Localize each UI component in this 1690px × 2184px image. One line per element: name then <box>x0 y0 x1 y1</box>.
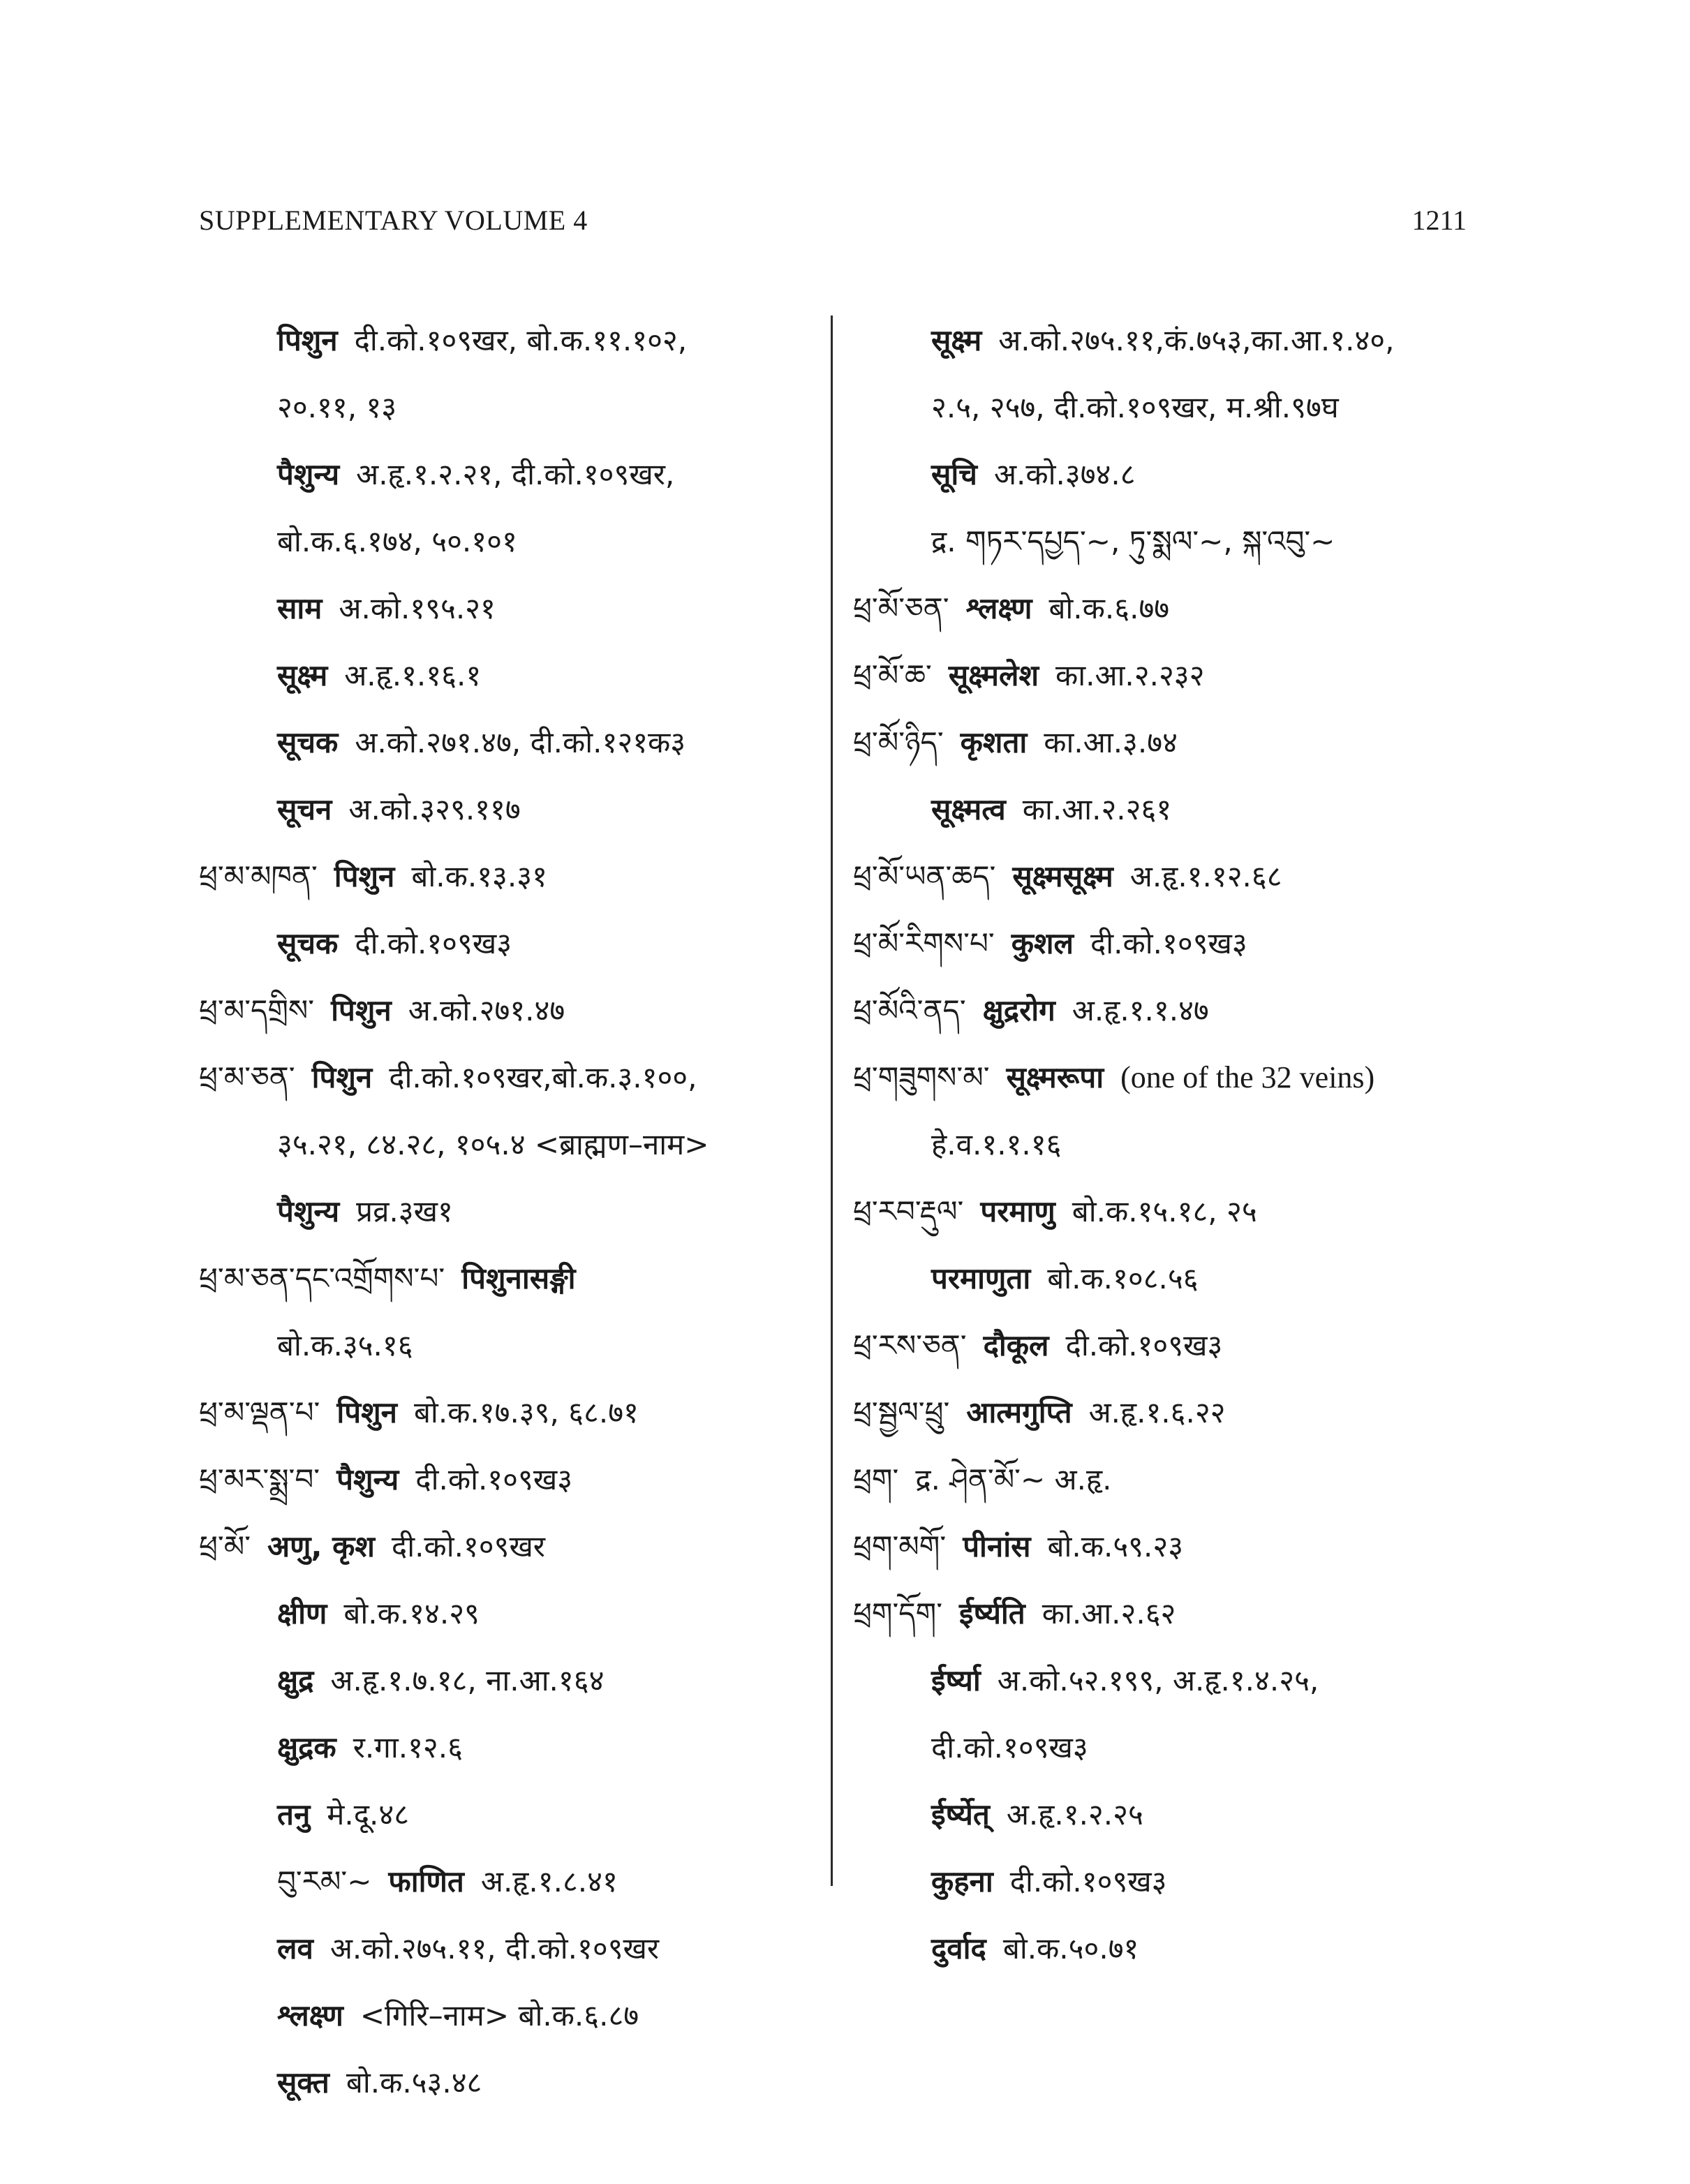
sanskrit-headword: सूक्ष्म <box>277 658 328 692</box>
sanskrit-headword: श्लक्ष्ण <box>277 1998 343 2033</box>
sanskrit-headword: क्षुद्रक <box>277 1730 336 1765</box>
dictionary-line <box>853 1580 1502 1647</box>
dictionary-line <box>199 1312 827 1379</box>
dictionary-line <box>853 1446 1502 1513</box>
dictionary-line <box>853 776 1502 843</box>
reference: बो.क.५०.७१ <box>1002 1931 1139 1966</box>
dictionary-line <box>199 843 827 910</box>
reference: दी.को.१०९खर <box>391 1529 545 1563</box>
tibetan-term: ཕྲ་མོ་ <box>199 1529 251 1563</box>
reference: अ.हृ.१.१.४७ <box>1072 993 1209 1027</box>
sanskrit-headword: पिशुनासङ्गी <box>461 1261 576 1295</box>
dictionary-line <box>199 1848 827 1915</box>
reference: दी.को.१०९ख३ <box>931 1730 1088 1765</box>
sanskrit-headword: साम <box>277 591 323 625</box>
tibetan-term: ཕྲ་མོ་ཅན་ <box>853 591 949 625</box>
sanskrit-headword: परमाणु <box>980 1194 1055 1228</box>
dictionary-line <box>199 1781 827 1848</box>
reference: र.गा.१२.६ <box>353 1730 463 1765</box>
dictionary-line <box>199 1982 827 2049</box>
reference: अ.हृ.१.२.२५ <box>1006 1797 1143 1832</box>
dictionary-line <box>853 1245 1502 1312</box>
sanskrit-headword: सूक्ष्म <box>931 323 982 357</box>
sanskrit-headword: पीनांस <box>963 1529 1031 1563</box>
reference: अ.हृ.१.८.४१ <box>480 1864 618 1899</box>
reference: बो.क.३५.१६ <box>277 1328 413 1362</box>
reference: ३५.२१, ८४.२८, १०५.४ <ब्राह्मण–नाम> <box>277 1127 709 1161</box>
dictionary-line <box>199 1446 827 1513</box>
sanskrit-headword: अणु, कृश <box>267 1529 375 1563</box>
dictionary-line <box>199 1513 827 1580</box>
sanskrit-headword: क्षुद्र <box>277 1663 314 1698</box>
reference: अ.हृ.१.२.२१, दी.को.१०९खर, <box>356 457 675 491</box>
reference: अ.को.३७४.८ <box>993 457 1136 491</box>
tibetan-term: ཕྲག་དོག་ <box>853 1596 943 1630</box>
sanskrit-headword: पिशुन <box>277 323 338 357</box>
tibetan-term: ཕྲ་མ་ཅན་ <box>199 1060 295 1094</box>
reference: दी.को.१०९ख३ <box>355 926 512 960</box>
dictionary-line <box>199 1580 827 1647</box>
dictionary-line <box>853 1915 1502 1982</box>
dictionary-line <box>199 642 827 709</box>
tibetan-term: ཕྲ་རབ་རྡུལ་ <box>853 1194 964 1228</box>
english-gloss: (one of the 32 veins) <box>1120 1060 1375 1094</box>
reference: अ.हृ.१.६.२२ <box>1088 1395 1226 1429</box>
dictionary-line <box>853 575 1502 642</box>
dictionary-line <box>853 642 1502 709</box>
dictionary-line <box>199 2049 827 2116</box>
reference: दी.को.१०९ख३ <box>1090 926 1247 960</box>
dictionary-line <box>853 1781 1502 1848</box>
tibetan-term: ཕྲ་སྦྱལ་ཕྲུ་ <box>853 1395 950 1429</box>
reference: अ.हृ.१.१६.१ <box>344 658 482 692</box>
dictionary-line <box>199 441 827 508</box>
dictionary-line <box>853 1714 1502 1781</box>
dictionary-line <box>199 1111 827 1178</box>
sanskrit-headword: क्षुद्ररोग <box>982 993 1055 1027</box>
sanskrit-headword: सूचक <box>277 926 339 960</box>
reference: दी.को.१०९खर, बो.क.११.१०२, <box>354 323 688 357</box>
sanskrit-headword: कृशता <box>960 725 1028 759</box>
reference: अ.को.१९५.२१ <box>339 591 496 625</box>
dictionary-line <box>853 977 1502 1044</box>
reference: बो.क.१५.१८, २५ <box>1072 1194 1257 1228</box>
reference: मे.दू.४८ <box>327 1797 410 1832</box>
reference: बो.क.१७.३९, ६८.७१ <box>413 1395 639 1429</box>
sanskrit-headword: फाणित <box>388 1864 464 1899</box>
reference: बो.क.६.१७४, ५०.१०१ <box>277 524 517 558</box>
reference: दी.को.१०९ख३ <box>1065 1328 1223 1362</box>
dictionary-line <box>199 709 827 776</box>
dictionary-line <box>853 1111 1502 1178</box>
dictionary-line <box>199 1044 827 1111</box>
dictionary-line <box>853 1848 1502 1915</box>
dictionary-line <box>199 575 827 642</box>
dictionary-line <box>853 1312 1502 1379</box>
reference: द्र. ཤེན་མོ་~ अ.हृ. <box>915 1462 1112 1496</box>
reference: हे.व.१.१.१६ <box>931 1127 1062 1161</box>
reference: बो.क.१४.२९ <box>343 1596 480 1630</box>
reference: बो.क.१०८.५६ <box>1047 1261 1199 1295</box>
reference: अ.को.५२.१९९, अ.हृ.१.४.२५, <box>997 1663 1319 1698</box>
tibetan-term: ཕྲ་མོ་ཆ་ <box>853 658 932 692</box>
sanskrit-headword: लव <box>277 1931 313 1966</box>
dictionary-line <box>199 1178 827 1245</box>
sanskrit-headword: पैशुन्य <box>336 1462 399 1496</box>
reference: बो.क.१३.३१ <box>411 859 547 893</box>
tibetan-term: ཕྲ་གཟུགས་མ་ <box>853 1060 990 1094</box>
reference: प्रव्र.३ख१ <box>356 1194 453 1228</box>
reference: <गिरि–नाम> बो.क.६.८७ <box>360 1998 639 2033</box>
sanskrit-headword: ईर्ष्येत् <box>931 1797 990 1832</box>
dictionary-line <box>199 1915 827 1982</box>
sanskrit-headword: सूक्ष्मत्व <box>931 792 1006 826</box>
reference: अ.हृ.१.१२.६८ <box>1129 859 1282 893</box>
reference: का.आ.२.६२ <box>1042 1596 1176 1630</box>
reference: का.आ.३.७४ <box>1044 725 1178 759</box>
sanskrit-headword: ईर्ष्या <box>931 1663 981 1698</box>
sanskrit-headword: पिशुन <box>334 859 395 893</box>
column-divider <box>831 315 833 1886</box>
tibetan-term: ཕྲ་མོ་ཡན་ཆད་ <box>853 859 996 893</box>
reference: बो.क.५९.२३ <box>1047 1529 1184 1563</box>
dictionary-line <box>853 307 1502 374</box>
sanskrit-headword: सूक्त <box>277 2065 329 2100</box>
sanskrit-headword: सूक्ष्मसूक्ष्म <box>1012 859 1113 893</box>
dictionary-line <box>853 1178 1502 1245</box>
sanskrit-headword: श्लक्ष्ण <box>965 591 1032 625</box>
sanskrit-headword: ईर्ष्यति <box>959 1596 1025 1630</box>
reference: दी.को.१०९ख३ <box>415 1462 573 1496</box>
dictionary-line <box>853 910 1502 977</box>
reference: अ.को.२७५.११,कं.७५३,का.आ.१.४०, <box>998 323 1395 357</box>
dictionary-line <box>199 1714 827 1781</box>
dictionary-line <box>199 977 827 1044</box>
reference: अ.को.२७५.११, दी.को.१०९खर <box>329 1931 660 1966</box>
sanskrit-headword: आत्मगुप्ति <box>966 1395 1072 1429</box>
tibetan-term: ཕྲ་མོ་ཉིད་ <box>853 725 944 759</box>
sanskrit-headword: पैशुन्य <box>277 1194 340 1228</box>
dictionary-line <box>199 776 827 843</box>
dictionary-line <box>853 1647 1502 1714</box>
page-number: 1211 <box>1411 205 1467 236</box>
reference: का.आ.२.२३२ <box>1055 658 1205 692</box>
reference: द्र. གཏར་དཔྱད་~, ཏུ་སྨལ་~, སྐ་འབུ་~ <box>931 524 1335 558</box>
tibetan-term: བུ་རམ་~ <box>277 1864 372 1899</box>
dictionary-line <box>853 508 1502 575</box>
reference: अ.को.२७१.४७ <box>408 993 565 1027</box>
dictionary-line <box>853 1044 1502 1111</box>
tibetan-term: ཕྲག་མགོ་ <box>853 1529 947 1563</box>
sanskrit-headword: पैशुन्य <box>277 457 340 491</box>
sanskrit-headword: सूक्ष्मरूपा <box>1006 1060 1104 1094</box>
sanskrit-headword: दौकूल <box>983 1328 1049 1362</box>
sanskrit-headword: क्षीण <box>277 1596 327 1630</box>
tibetan-term: ཕྲ་མར་སྨྲ་བ་ <box>199 1462 320 1496</box>
reference: अ.हृ.१.७.१८, ना.आ.१६४ <box>330 1663 605 1698</box>
reference: अ.को.३२९.११७ <box>348 792 521 826</box>
dictionary-line <box>199 1647 827 1714</box>
reference: दी.को.१०९ख३ <box>1009 1864 1167 1899</box>
dictionary-line <box>853 1379 1502 1446</box>
sanskrit-headword: सूचक <box>277 725 339 759</box>
sanskrit-headword: सूक्ष्मलेश <box>948 658 1039 692</box>
tibetan-term: ཕྲ་མོའི་ནད་ <box>853 993 966 1027</box>
sanskrit-headword: पिशुन <box>336 1395 397 1429</box>
reference: २.५, २५७, दी.को.१०९खर, म.श्री.९७घ <box>931 390 1339 424</box>
reference: बो.क.५३.४८ <box>346 2065 482 2100</box>
dictionary-line <box>199 508 827 575</box>
reference: दी.को.१०९खर,बो.क.३.१००, <box>389 1060 697 1094</box>
sanskrit-headword: पिशुन <box>311 1060 373 1094</box>
dictionary-line <box>853 843 1502 910</box>
tibetan-term: ཕྲག་ <box>853 1462 899 1496</box>
dictionary-line <box>199 910 827 977</box>
sanskrit-headword: सूचि <box>931 457 977 491</box>
dictionary-line <box>853 709 1502 776</box>
reference: बो.क.६.७७ <box>1048 591 1170 625</box>
dictionary-line <box>853 374 1502 441</box>
sanskrit-headword: परमाणुता <box>931 1261 1031 1295</box>
tibetan-term: ཕྲ་མ་དགྲིས་ <box>199 993 315 1027</box>
sanskrit-headword: दुर्वाद <box>931 1931 986 1966</box>
running-header: SUPPLEMENTARY VOLUME 4 <box>199 205 588 236</box>
dictionary-line <box>199 307 827 374</box>
tibetan-term: ཕྲ་རས་ཅན་ <box>853 1328 967 1362</box>
reference: का.आ.२.२६१ <box>1022 792 1172 826</box>
reference: २०.११, १३ <box>277 390 397 424</box>
tibetan-term: ཕྲ་མ་ལྡན་པ་ <box>199 1395 320 1429</box>
tibetan-term: ཕྲ་མ་ཅན་དང་འགྲོགས་པ་ <box>199 1261 445 1295</box>
right-column <box>853 307 1502 1982</box>
tibetan-term: ཕྲ་མོ་རིགས་པ་ <box>853 926 995 960</box>
reference: अ.को.२७१.४७, दी.को.१२१क३ <box>355 725 686 759</box>
dictionary-line <box>853 441 1502 508</box>
sanskrit-headword: सूचन <box>277 792 332 826</box>
tibetan-term: ཕྲ་མ་མཁན་ <box>199 859 318 893</box>
sanskrit-headword: पिशुन <box>331 993 392 1027</box>
dictionary-line <box>853 1513 1502 1580</box>
left-column <box>199 307 827 2116</box>
sanskrit-headword: कुशल <box>1011 926 1074 960</box>
dictionary-line <box>199 1245 827 1312</box>
dictionary-line <box>199 374 827 441</box>
sanskrit-headword: तनु <box>277 1797 311 1832</box>
dictionary-line <box>199 1379 827 1446</box>
sanskrit-headword: कुहना <box>931 1864 993 1899</box>
